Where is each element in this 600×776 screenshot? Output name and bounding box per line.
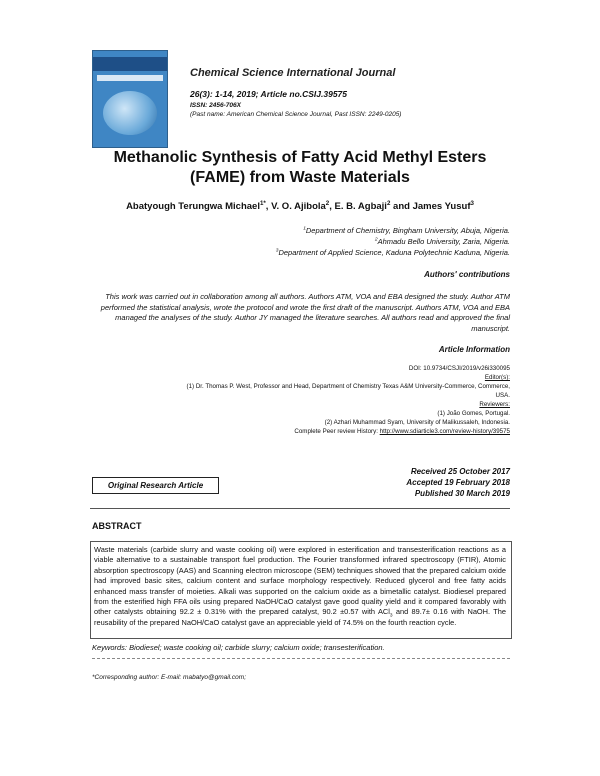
author-sep: and — [390, 201, 413, 212]
history-link[interactable]: http://www.sdiarticle3.com/review-history/39575 — [379, 428, 510, 435]
author-name: James Yusuf — [412, 201, 471, 212]
reviewers-label: Reviewers: — [479, 401, 510, 408]
abstract-text — [94, 545, 506, 628]
author-name: V. O. Ajibola — [271, 201, 326, 212]
contributions-heading: Authors' contributions — [424, 270, 510, 279]
affiliation-1 — [303, 226, 510, 235]
paper-title — [40, 148, 560, 188]
reviewer-2: (2) Azhari Muhammad Syam, University of Malikussaleh, Indonesia. — [324, 419, 510, 426]
author-sep: , — [265, 201, 272, 212]
peer-review-history — [80, 427, 510, 436]
volume-line: 26(3): 1-14, 2019; Article no.CSIJ.39575 — [190, 89, 348, 99]
affiliation-text: Department of Chemistry, Bingham University, Abuja, Nigeria. — [305, 226, 510, 235]
abstract-part-2: and 89.7± 0.16 with NaOH. The reusability of the prepared NaOH/CaO catalyst gave an appreciable yield of 74.5% on the fourth reaction cycle. — [94, 607, 506, 627]
author-name: E. B. Agbaji — [334, 201, 387, 212]
affiliation-2 — [375, 237, 510, 246]
footnote-divider — [92, 658, 510, 659]
past-name: (Past name: American Chemical Science Journal, Past ISSN: 2249-0205) — [190, 111, 402, 118]
author-sup: 2 — [386, 199, 391, 207]
affiliation-sup: 2 — [374, 237, 378, 243]
abstract-subscript: 3 — [389, 613, 393, 619]
author-sup: 2 — [325, 199, 330, 207]
issn: ISSN: 2456-706X — [190, 102, 241, 109]
received-date: Received 25 October 2017 — [410, 467, 510, 476]
author-name: Abatyough Terungwa Michael — [126, 201, 260, 212]
published-date: Published 30 March 2019 — [414, 489, 510, 498]
author-sup: 3 — [470, 199, 474, 207]
affiliation-text: Department of Applied Science, Kaduna Polytechnic Kaduna, Nigeria. — [278, 248, 510, 257]
editors-label: Editor(s): — [484, 374, 510, 381]
accepted-date: Accepted 19 February 2018 — [406, 478, 510, 487]
title-line-2: (FAME) from Waste Materials — [190, 169, 410, 186]
contributions-text: This work was carried out in collaboration among all authors. Authors ATM, VOA and EBA designed the study. Author ATM performed the statistical analysis, wrote the protocol and wrote the first draft of the manuscript. Authors ATM, VOA and EBA managed the analyses of the study. Author JY managed the literature searches. All authors read and approved the final manuscript. — [100, 292, 510, 333]
journal-cover-image — [92, 50, 168, 148]
journal-name: Chemical Science International Journal — [190, 67, 396, 79]
divider — [90, 508, 510, 509]
affiliation-sup: 1 — [303, 226, 306, 232]
reviewer-1: (1) João Gomes, Portugal. — [437, 410, 510, 417]
editor-1: (1) Dr. Thomas P. West, Professor and Head, Department of Chemistry Texas A&M University-Commerce, Commerce, — [186, 383, 510, 390]
affiliation-text: Ahmadu Bello University, Zaria, Nigeria. — [377, 237, 510, 246]
affiliation-sup: 3 — [275, 248, 279, 254]
title-line-1: Methanolic Synthesis of Fatty Acid Methyl Esters — [113, 149, 487, 166]
author-sup: 1* — [259, 199, 266, 207]
article-dates — [406, 466, 510, 499]
abstract-part-1: Waste materials (carbide slurry and waste cooking oil) were explored in esterification and transesterification reactions as a viable alternative to a sustainable transport fuel production. The Fourier transformed infrared spectroscopy (FTIR), Atomic absorption spectroscopy (AAS) and Scanning electron microscope (SEM) techniques showed that the prepared calcium oxide had improved basic sites, calcium content and surface morphology respectively. Reduced glycerol and free fatty acids enhanced mass transfer of moieties. Alkali was supported on the calcium oxide as a bimetallic catalyst. Biodiesel prepared from the esterified high FFA oils using prepared NaOH/CaO catalyst gave good quality yield and it compared favorably with other catalysts obtaining 92.2 ± 0.31% with the prepared catalyst, 90.2 ±0.57 with ACl — [94, 545, 506, 617]
corresponding-author: *Corresponding author: E-mail: mabatyo@gmail.com; — [92, 674, 246, 681]
article-info — [80, 364, 510, 436]
keywords: Keywords: Biodiesel; waste cooking oil; carbide slurry; calcium oxide; transesterification. — [92, 643, 385, 652]
history-label: Complete Peer review History: — [294, 428, 380, 435]
affiliation-3 — [276, 248, 510, 257]
editor-1-cont: USA. — [495, 392, 510, 399]
doi: DOI: 10.9734/CSJI/2019/v26i330095 — [408, 365, 510, 372]
authors-line — [40, 201, 560, 212]
article-type-box: Original Research Article — [92, 477, 219, 494]
abstract-heading: ABSTRACT — [92, 521, 142, 531]
author-sep: , — [329, 201, 335, 212]
article-info-heading: Article Information — [438, 345, 510, 354]
